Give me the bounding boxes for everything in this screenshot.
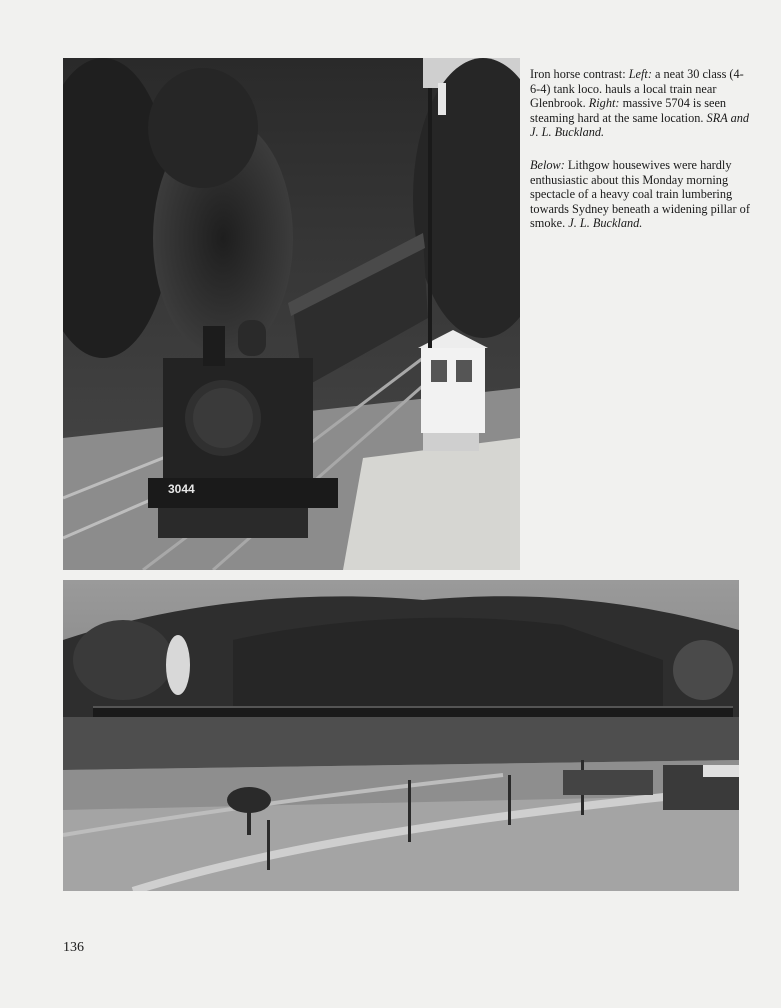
caption-bottom-credit: J. L. Buckland. [568,216,643,231]
caption-top-right-text: massive 5704 is seen steaming hard at the same location. [530,96,727,125]
caption-iron-horse-contrast [530,67,752,140]
caption-top-credit: SRA and J. L. Buckland. [530,110,750,140]
caption-top-intro: Iron horse contrast: [530,67,629,81]
photo-tank-locomotive-image [63,58,520,570]
locomotive-number-plate: 3044 [168,482,195,496]
caption-bottom-text: Lithgow housewives were hardly enthusiastic about this Monday morning spectacle of a heavy coal train lumbering towards Sydney beneath a widening pillar of smoke. [530,158,750,231]
caption-bottom-label: Below: [530,158,565,172]
caption-lithgow-coal-train [530,158,752,231]
caption-top-left-label: Left: [628,67,652,81]
page-number: 136 [63,940,84,955]
caption-top-right-label: Right: [588,96,620,111]
photo-lithgow-coal-train [63,580,739,891]
photo-lithgow-coal-train-image [63,580,739,891]
caption-top-left-text: a neat 30 class (4-6-4) tank loco. hauls a local train near Glenbrook. [530,67,744,111]
photo-tank-locomotive [63,58,520,570]
